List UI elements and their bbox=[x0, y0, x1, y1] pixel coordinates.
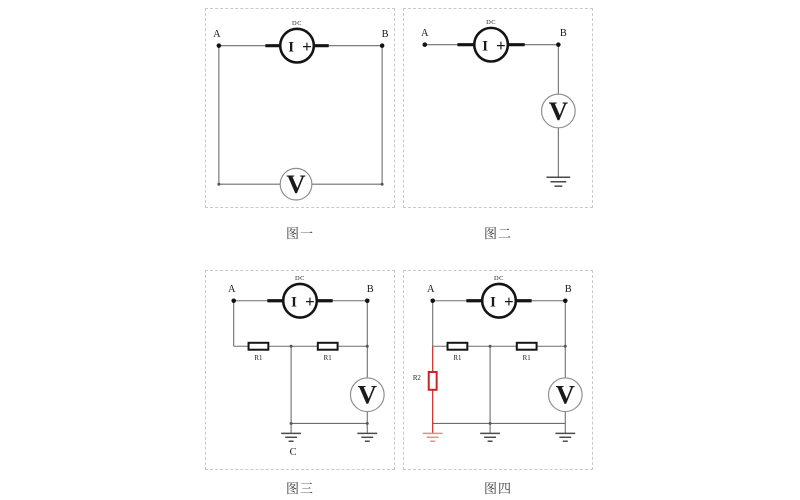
label-b: B bbox=[366, 283, 374, 295]
resistor-r2-icon bbox=[429, 372, 437, 390]
voltmeter-icon bbox=[280, 168, 312, 200]
label-b: B bbox=[381, 28, 389, 40]
figure3-circuit bbox=[206, 271, 394, 469]
wires bbox=[433, 301, 566, 434]
node-b bbox=[380, 43, 385, 48]
junction-dot bbox=[366, 345, 369, 348]
junction-dot bbox=[217, 183, 220, 186]
resistor-r1-left-icon bbox=[249, 343, 269, 362]
label-r2: R2 bbox=[412, 374, 421, 382]
source-i-label: I bbox=[482, 38, 489, 55]
junction-dot bbox=[381, 183, 384, 186]
junction-dot bbox=[366, 422, 369, 425]
source-plus-label: + bbox=[302, 37, 312, 57]
wires bbox=[219, 46, 382, 185]
dc-label: DC bbox=[494, 274, 504, 282]
voltmeter-icon bbox=[350, 378, 384, 412]
node-b bbox=[556, 42, 561, 47]
dc-current-source-icon bbox=[466, 275, 531, 318]
source-plus-label: + bbox=[504, 292, 514, 312]
node-a bbox=[430, 298, 435, 303]
source-i-label: I bbox=[490, 294, 496, 311]
source-i-label: I bbox=[288, 39, 294, 56]
label-a: A bbox=[213, 28, 221, 40]
ground-icon bbox=[546, 177, 570, 186]
node-b bbox=[563, 298, 568, 303]
figure4-caption: 图四 bbox=[483, 481, 512, 496]
label-a: A bbox=[227, 283, 236, 295]
node-a bbox=[217, 43, 222, 48]
figure3-caption: 图三 bbox=[285, 481, 314, 496]
label-r1-left: R1 bbox=[453, 355, 462, 363]
resistor-r1-left-icon bbox=[448, 343, 468, 362]
figure1-caption: 图一 bbox=[285, 226, 314, 241]
dc-label: DC bbox=[292, 19, 302, 27]
ground-icon bbox=[281, 433, 301, 441]
resistor-r1-right-icon bbox=[318, 343, 338, 362]
figure4-circuit bbox=[404, 271, 592, 469]
figure2-caption: 图二 bbox=[483, 226, 512, 241]
node-b bbox=[365, 298, 370, 303]
voltmeter-label: V bbox=[555, 379, 575, 410]
label-a: A bbox=[426, 283, 435, 295]
figure3-panel bbox=[205, 270, 395, 470]
wires bbox=[234, 301, 368, 434]
junction-dot bbox=[489, 345, 492, 348]
ground-icon bbox=[357, 433, 377, 441]
label-c: C bbox=[289, 447, 297, 459]
dc-current-source-icon bbox=[457, 19, 524, 62]
voltmeter-icon bbox=[542, 94, 576, 128]
voltmeter-label: V bbox=[286, 169, 306, 200]
voltmeter-icon bbox=[548, 378, 582, 412]
dc-current-source-icon bbox=[265, 20, 328, 63]
ground-red-icon bbox=[423, 433, 443, 441]
label-b: B bbox=[559, 27, 567, 39]
junction-dot bbox=[489, 422, 492, 425]
source-i-label: I bbox=[291, 294, 297, 311]
label-r1-right: R1 bbox=[323, 355, 332, 363]
wires bbox=[425, 45, 559, 178]
label-b: B bbox=[564, 283, 572, 295]
figure1-circuit bbox=[206, 9, 394, 207]
source-plus-label: + bbox=[496, 36, 506, 56]
node-a bbox=[423, 42, 428, 47]
ground-icon bbox=[555, 433, 575, 441]
r2-red-branch bbox=[413, 346, 437, 433]
voltmeter-label: V bbox=[548, 95, 569, 126]
junction-dot bbox=[564, 345, 567, 348]
voltmeter-label: V bbox=[357, 379, 377, 410]
source-plus-label: + bbox=[305, 292, 315, 312]
label-a: A bbox=[421, 27, 429, 39]
junction-dot bbox=[290, 345, 293, 348]
figure2-panel bbox=[403, 8, 593, 208]
dc-label: DC bbox=[295, 274, 305, 282]
resistor-r1-right-icon bbox=[517, 343, 537, 362]
ground-icon bbox=[480, 433, 500, 441]
label-r1-left: R1 bbox=[254, 355, 263, 363]
junction-dot bbox=[290, 422, 293, 425]
dc-current-source-icon bbox=[267, 275, 332, 318]
figure2-circuit bbox=[404, 9, 592, 207]
node-a bbox=[231, 298, 236, 303]
figure4-panel bbox=[403, 270, 593, 470]
figure1-panel bbox=[205, 8, 395, 208]
label-r1-right: R1 bbox=[522, 355, 531, 363]
dc-label: DC bbox=[486, 18, 497, 26]
